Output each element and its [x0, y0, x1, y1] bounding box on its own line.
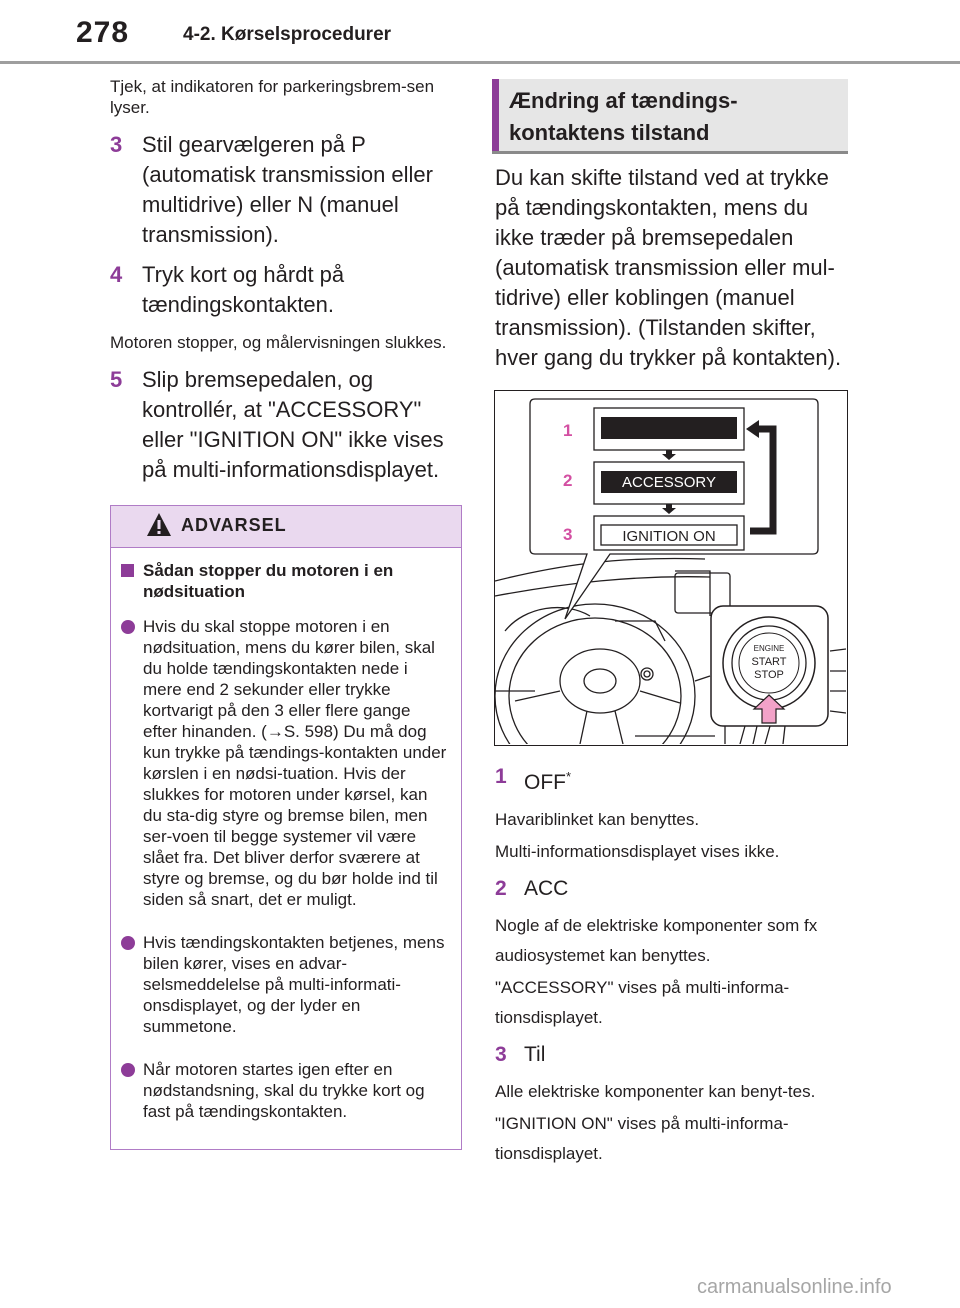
illustration-label-3: 3 [563, 525, 573, 544]
mode-heading [495, 875, 845, 903]
warning-subheading: Sådan stopper du motoren i en nødsituation [121, 560, 449, 602]
step-3 [110, 130, 462, 250]
bullet-text: Hvis du skal stoppe motoren i en nødsituation, mens du kører bilen, skal du holde tændingskontakten nede i mere end 2 sekunder eller trykke kortvarigt på den 3 eller flere gange efter hinanden. [143, 617, 435, 741]
mode-label: Til [524, 1043, 546, 1066]
heading-underline [492, 151, 848, 154]
mode-description: Multi-informationsdisplayet vises ikke. [495, 842, 780, 861]
section-paragraph: Du kan skifte tilstand ved at trykke på tændingskontakten, mens du ikke træder på bremsepedalen (automatisk transmission eller mul-tidrive) eller koblingen (manuel transmission). (Tilstanden skifter, hver gang du trykker på kontakten). [495, 165, 842, 370]
mode-description: Alle elektriske komponenter kan benyt-tes. [495, 1082, 816, 1101]
section-heading: Ændring af tændings-kontaktens tilstand [509, 88, 738, 145]
engine-button-line-3: STOP [754, 669, 784, 681]
step-number: 3 [110, 132, 123, 157]
mode-description: "IGNITION ON" vises på multi-informa-tionsdisplayet. [495, 1114, 789, 1163]
warning-bullet-3 [121, 1059, 449, 1122]
engine-button-line-1: ENGINE [753, 644, 785, 653]
mode-label: OFF [524, 771, 566, 794]
step-text: Tryk kort og hårdt på tændingskontakten. [142, 262, 345, 317]
bullet-text: Når motoren startes igen efter en nødstandsning, skal du trykke kort og fast på tændingskontakten. [143, 1060, 425, 1121]
mode-number: 3 [495, 1043, 507, 1066]
footnote-marker: * [566, 769, 572, 784]
circle-bullet-icon [121, 620, 135, 634]
mode-label: ACC [524, 877, 569, 900]
section-title: 4-2. Kørselsprocedurer [183, 24, 392, 45]
watermark: carmanualsonline.info [697, 1276, 892, 1298]
header-divider [0, 61, 960, 64]
section-heading-box [492, 79, 848, 154]
ignition-illustration [494, 390, 848, 746]
mode-heading [495, 1041, 845, 1069]
warning-bullet-2 [121, 932, 449, 1037]
warning-box [110, 505, 462, 1150]
step-text: Slip bremsepedalen, og kontrollér, at "ACCESSORY" eller "IGNITION ON" ikke vises på multi-informationsdisplayet. [142, 367, 444, 482]
page-reference: (→S. 598) [261, 722, 339, 741]
bullet-text: Hvis tændingskontakten betjenes, mens bilen kører, vises en advar-selsmeddelelse på multi-informati-onsdisplayet, og der lyder en summetone. [143, 933, 445, 1036]
mode-heading [495, 763, 845, 797]
step-number: 4 [110, 262, 123, 287]
mode-description: Nogle af de elektriske komponenter som fx audiosystemet kan benyttes. [495, 916, 818, 965]
display-ignition-on-text: IGNITION ON [622, 528, 716, 545]
illustration-label-2: 2 [563, 471, 573, 490]
warning-bullet-1 [121, 616, 449, 910]
mode-number: 1 [495, 765, 507, 788]
step-number: 5 [110, 367, 123, 392]
circle-bullet-icon [121, 1063, 135, 1077]
warning-title: ADVARSEL [181, 515, 287, 535]
step-note: Motoren stopper, og målervisningen slukkes. [110, 333, 447, 352]
mode-item-off [495, 763, 845, 867]
warning-header [111, 506, 461, 548]
mode-item-acc [495, 875, 845, 1033]
illustration-label-1: 1 [563, 421, 573, 440]
intro-text: Tjek, at indikatoren for parkeringsbrem-sen lyser. [110, 77, 435, 117]
mode-description: Havariblinket kan benyttes. [495, 810, 700, 829]
circle-bullet-icon [121, 936, 135, 950]
left-column [110, 76, 462, 485]
step-4 [110, 260, 462, 320]
page-header [0, 0, 960, 64]
page-number: 278 [76, 16, 130, 49]
mode-description: "ACCESSORY" vises på multi-informa-tionsdisplayet. [495, 978, 790, 1027]
warning-triangle-icon [146, 512, 172, 538]
engine-button-line-2: START [751, 656, 787, 668]
dashboard-drawing [495, 391, 846, 744]
step-5 [110, 365, 462, 485]
mode-number: 2 [495, 877, 507, 900]
bullet-text-continued: Du må dog kun trykke på tændings-kontakten under kørslen i en nødsi-tuation. Hvis der slukkes for motoren under kørsel, kan du sta-dig styre og bremse bilen, men ser-voen til begge systemer vil være slået fra. Det bliver derfor sværere at styre og bremse, og du bør holde ind til siden så snart, det er muligt. [143, 722, 447, 909]
mode-item-on [495, 1041, 845, 1169]
mode-list [495, 757, 845, 1169]
square-bullet-icon [121, 564, 134, 577]
display-accessory-text: ACCESSORY [622, 474, 716, 491]
heading-accent-bar [492, 79, 499, 154]
warning-body [111, 548, 461, 1122]
step-text: Stil gearvælgeren på P (automatisk transmission eller multidrive) eller N (manuel transmission). [142, 132, 433, 247]
